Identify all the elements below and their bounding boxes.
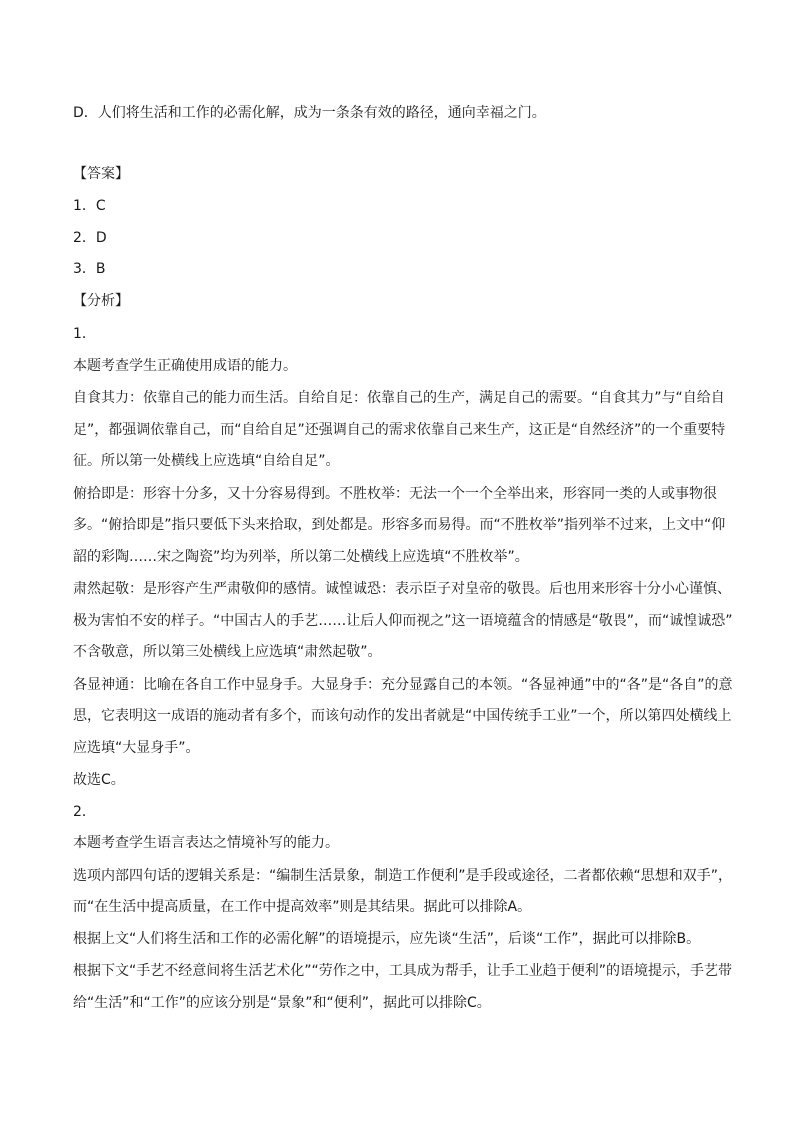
analysis-q1-line: 足”，都强调依靠自己，而“自给自足”还强调自己的需求依靠自己来生产，这正是“自然经济”的一个重要特 [73, 422, 726, 438]
analysis-q1-line: 故选C。 [73, 772, 125, 788]
answer-item-3: 3．B [73, 261, 106, 277]
analysis-q1-line: 各显神通：比喻在各自工作中显身手。大显身手：充分显露自己的本领。“各显神通”中的“各”是“各自”的意 [73, 677, 733, 693]
analysis-q2-number: 2． [73, 804, 96, 820]
analysis-q1-line: 韶的彩陶……宋之陶瓷”均为列举，所以第二处横线上应选填“不胜枚举”。 [73, 549, 529, 565]
analysis-q1-number: 1． [73, 326, 96, 342]
analysis-q1-line: 自食其力：依靠自己的能力而生活。自给自足：依靠自己的生产，满足自己的需要。“自食其力”与“自给自 [73, 390, 725, 406]
analysis-q1-line: 本题考查学生正确使用成语的能力。 [73, 358, 297, 374]
analysis-q2-line: 而“在生活中提高质量，在工作中提高效率”则是其结果。据此可以排除A。 [73, 899, 532, 915]
analysis-q1-line: 不含敬意，所以第三处横线上应选填“肃然起敬”。 [73, 644, 382, 660]
analysis-q1-line: 极为害怕不安的样子。“中国古人的手艺……让后人仰而视之”这一语境蕴含的情感是“敬畏”，而“诚惶诚恐” [73, 613, 733, 629]
analysis-q1-line: 应选填“大显身手”。 [73, 740, 200, 756]
analysis-q1-line: 思，它表明这一成语的施动者有多个，而该句动作的发出者就是“中国传统手工业”一个，所以第四处横线上 [73, 708, 732, 724]
analysis-q1-line: 多。“俯拾即是”指只要低下头来拾取，到处都是。形容多而易得。而“不胜枚举”指列举不过来，上文中“仰 [73, 517, 726, 533]
analysis-heading: 【分析】 [73, 293, 129, 309]
answer-item-2: 2．D [73, 230, 107, 246]
analysis-q2-line: 给“生活”和“工作”的应该分别是“景象”和“便利”，据此可以排除C。 [73, 995, 491, 1011]
analysis-q2-line: 本题考查学生语言表达之情境补写的能力。 [73, 835, 339, 851]
option-d-text: D．人们将生活和工作的必需化解，成为一条条有效的路径，通向幸福之门。 [73, 105, 546, 121]
analysis-q2-line: 根据下文“手艺不经意间将生活艺术化”“劳作之中，工具成为帮手，让手工业趋于便利”的语境提示，手艺带 [73, 963, 733, 979]
answer-item-1: 1．C [73, 198, 106, 214]
answer-heading: 【答案】 [73, 166, 129, 182]
analysis-q1-line: 征。所以第一处横线上应选填“自给自足”。 [73, 453, 340, 469]
analysis-q1-line: 肃然起敬：是形容产生严肃敬仰的感情。诚惶诚恐：表示臣子对皇帝的敬畏。后也用来形容十分小心谨慎、 [73, 581, 731, 597]
analysis-q2-line: 根据上文“人们将生活和工作的必需化解”的语境提示，应先谈“生活”，后谈“工作”，据此可以排除B。 [73, 931, 701, 947]
analysis-q2-line: 选项内部四句话的逻辑关系是：“编制生活景象，制造工作便利”是手段或途径，二者都依赖“思想和双手”， [73, 868, 733, 884]
analysis-q1-line: 俯拾即是：形容十分多，又十分容易得到。不胜枚举：无法一个一个全举出来，形容同一类的人或事物很 [73, 486, 717, 502]
